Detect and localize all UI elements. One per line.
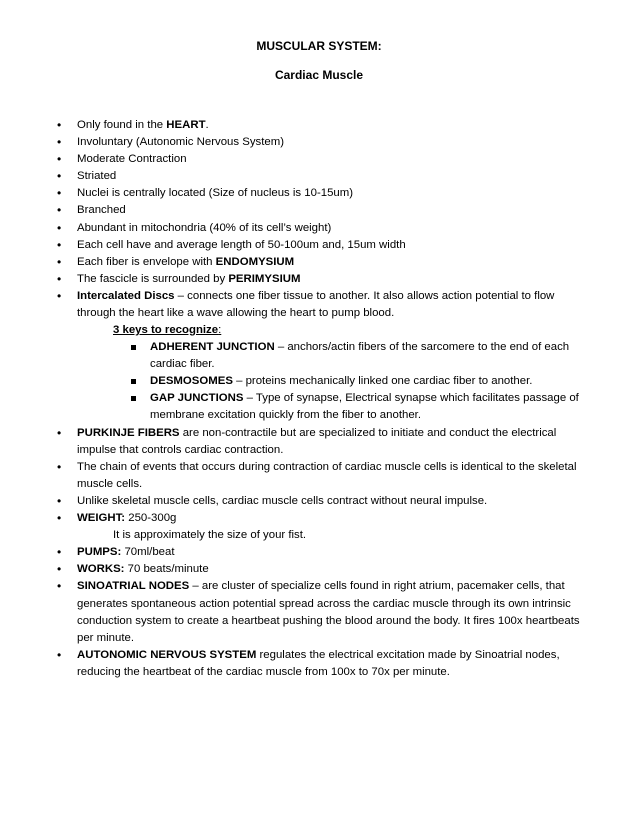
list-item: • The chain of events that occurs during contraction of cardiac muscle cells is identical to the skeletal muscle cells. xyxy=(57,459,577,490)
list-item: • Nuclei is centrally located (Size of nucleus is 10-15um) xyxy=(0,185,638,202)
bullet-icon: • xyxy=(57,135,62,150)
bullet-icon: • xyxy=(57,237,62,252)
list-item: • Intercalated Discs – connects one fiber tissue to another. It also allows action potential to flow through the heart like a wave allowing the heart to pump blood. xyxy=(57,288,555,320)
key-item: DESMOSOMES – proteins mechanically linked one cardiac fiber to another. xyxy=(0,373,638,390)
bullet-icon: • xyxy=(57,152,62,167)
list-item: • AUTONOMIC NERVOUS SYSTEM regulates the electrical excitation made by Sinoatrial nodes, reducing the heartbeat of the cardiac muscle from 100x to 70x per minute. xyxy=(57,647,560,678)
bullet-icon: • xyxy=(57,425,62,440)
list-item: • Each cell have and average length of 50-100um and, 15um width xyxy=(0,237,638,254)
square-bullet-icon xyxy=(131,345,136,350)
bullet-icon: • xyxy=(57,511,62,526)
bullet-icon: • xyxy=(57,220,62,235)
list-item: • PUMPS: 70ml/beat xyxy=(0,544,638,561)
list-item: • WEIGHT: 250-300g It is approximately the size of your fist. xyxy=(0,510,638,544)
list-item: • SINOATRIAL NODES – are cluster of specialize cells found in right atrium, pacemaker cells, that generates spontaneous action potential spread across the cardiac muscle through its own intrinsic conduction system to create a heartbeat pushing the blood around the body. It fires 100x heartbeats per minute. xyxy=(57,579,580,644)
key-item: GAP JUNCTIONS – Type of synapse, Electrical synapse which facilitates passage of membrane excitation quickly from the fiber to another. xyxy=(0,390,638,424)
key-item: ADHERENT JUNCTION – anchors/actin fibers of the sarcomere to the end of each cardiac fiber. xyxy=(0,339,638,373)
bullet-icon: • xyxy=(57,545,62,560)
bullet-icon: • xyxy=(57,579,62,594)
square-bullet-icon xyxy=(131,379,136,384)
bullet-icon: • xyxy=(57,459,62,474)
list-item: • Branched xyxy=(0,202,638,219)
weight-note: It is approximately the size of your fist. xyxy=(113,529,307,542)
list-item: • Striated xyxy=(0,168,638,185)
bullet-icon: • xyxy=(57,288,62,303)
list-item: • Involuntary (Autonomic Nervous System) xyxy=(0,134,638,151)
list-item: • Each fiber is envelope with ENDOMYSIUM xyxy=(0,254,638,271)
bullet-icon: • xyxy=(57,203,62,218)
bullet-icon: • xyxy=(57,271,62,286)
bullet-icon: • xyxy=(57,562,62,577)
document-title: MUSCULAR SYSTEM: xyxy=(256,39,382,53)
bullet-list xyxy=(0,117,638,322)
bullet-icon: • xyxy=(57,118,62,132)
list-item: • The fascicle is surrounded by PERIMYSIUM xyxy=(0,271,638,288)
document-continued xyxy=(0,322,638,681)
document-subtitle: Cardiac Muscle xyxy=(274,68,364,82)
list-item: • Unlike skeletal muscle cells, cardiac muscle cells contract without neural impulse. xyxy=(0,493,638,510)
bullet-icon: • xyxy=(57,493,62,508)
bullet-icon: • xyxy=(57,169,62,184)
bullet-icon: • xyxy=(57,647,62,662)
list-item: • Abundant in mitochondria (40% of its cell’s weight) xyxy=(0,220,638,237)
list-item: • Moderate Contraction xyxy=(0,151,638,168)
keys-list xyxy=(0,339,638,424)
list-item: • WORKS: 70 beats/minute xyxy=(0,561,638,578)
square-bullet-icon xyxy=(131,396,136,401)
keys-heading: 3 keys to recognize: xyxy=(113,324,222,336)
list-item: • PURKINJE FIBERS are non-contractile but are specialized to initiate and conduct the electrical impulse that controls cardiac contraction. xyxy=(57,425,557,456)
bullet-icon: • xyxy=(57,186,62,201)
bullet-icon: • xyxy=(57,254,62,269)
bullet-list-continued xyxy=(0,425,638,681)
list-item: • Only found in the HEART. xyxy=(0,117,638,134)
